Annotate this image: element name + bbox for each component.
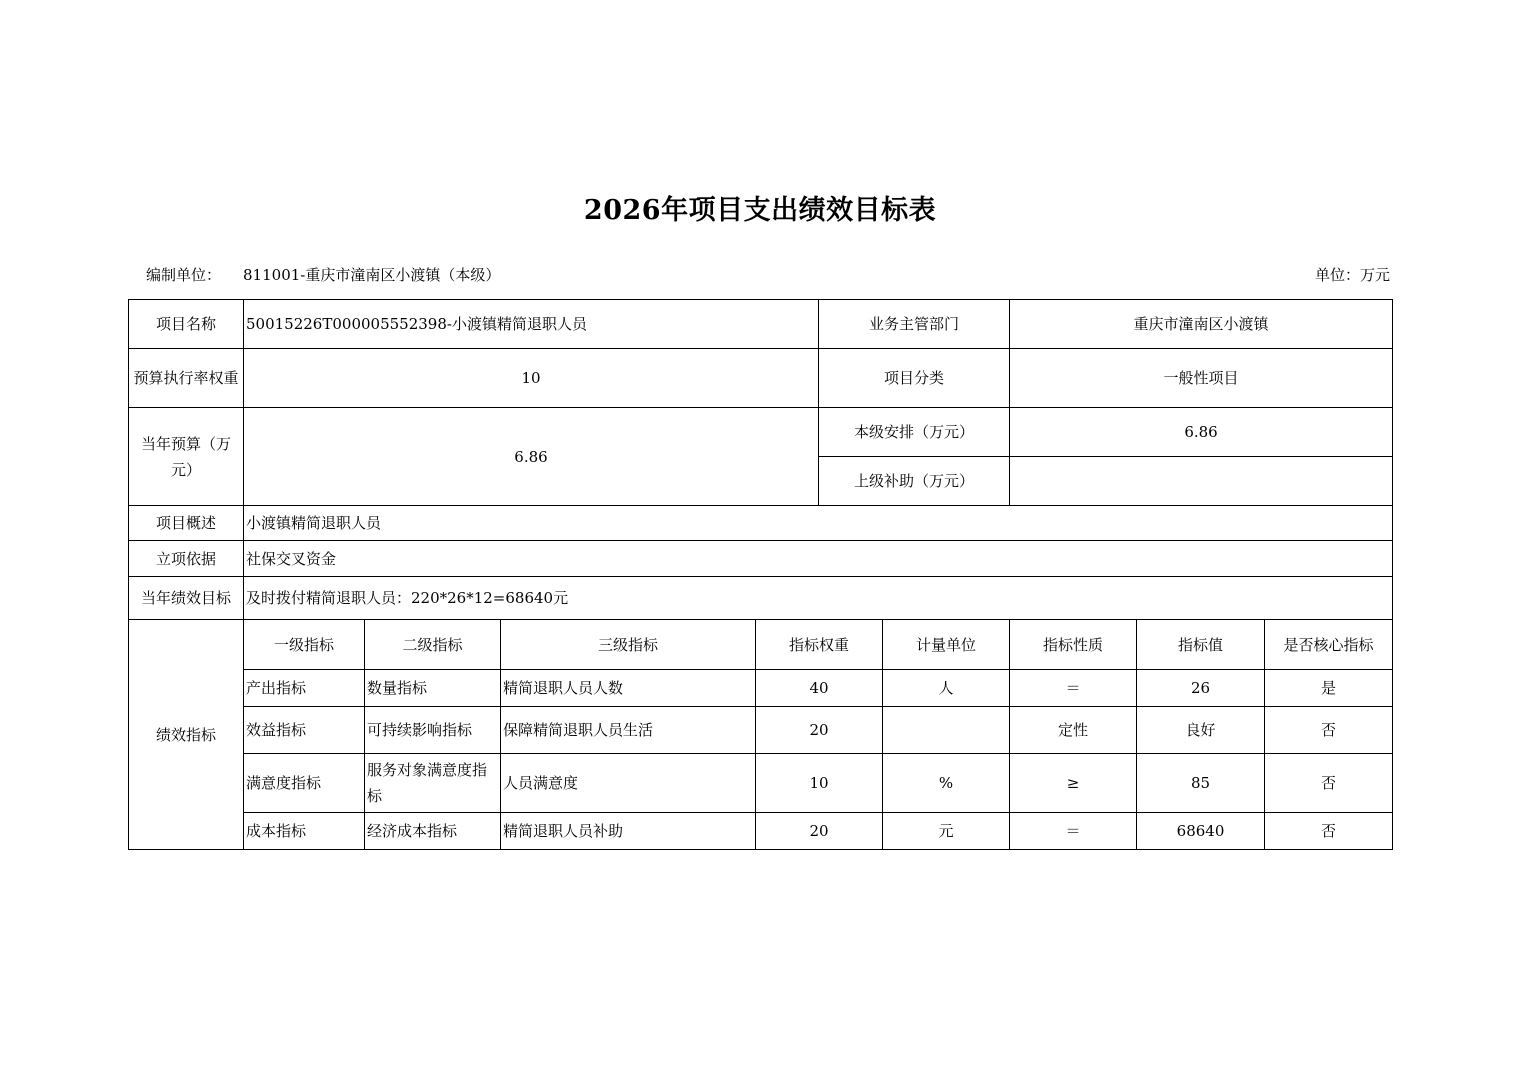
core-cell: 否 — [1265, 707, 1393, 754]
indicator-header: 二级指标 — [365, 620, 501, 670]
performance-table — [128, 299, 1393, 850]
page-title: 2026年项目支出绩效目标表 — [583, 195, 937, 226]
indicator-header: 指标值 — [1137, 620, 1265, 670]
nature-cell: ＝ — [1010, 670, 1137, 707]
indicator-header: 指标权重 — [756, 620, 883, 670]
nature-cell: ＝ — [1010, 813, 1137, 850]
level2-cell: 数量指标 — [365, 670, 501, 707]
upper-value — [1010, 457, 1393, 506]
weight-cell: 20 — [756, 707, 883, 754]
indicator-header: 指标性质 — [1010, 620, 1137, 670]
compiling-unit — [146, 264, 500, 285]
unit-cell — [883, 707, 1010, 754]
budget-label: 当年预算（万元） — [129, 408, 244, 506]
compiling-unit-value: 811001-重庆市潼南区小渡镇（本级） — [243, 266, 501, 284]
core-cell: 是 — [1265, 670, 1393, 707]
value-cell: 26 — [1137, 670, 1265, 707]
table-row — [129, 813, 1393, 850]
level1-cell: 满意度指标 — [244, 754, 365, 813]
dept-label: 业务主管部门 — [819, 300, 1010, 349]
indicators-label: 绩效指标 — [129, 620, 244, 850]
exec-weight-value: 10 — [244, 349, 819, 408]
unit-cell: % — [883, 754, 1010, 813]
weight-cell: 40 — [756, 670, 883, 707]
indicator-header: 计量单位 — [883, 620, 1010, 670]
unit-cell: 元 — [883, 813, 1010, 850]
core-cell: 否 — [1265, 754, 1393, 813]
category-label: 项目分类 — [819, 349, 1010, 408]
indicator-header: 是否核心指标 — [1265, 620, 1393, 670]
table-row — [129, 707, 1393, 754]
overview-label: 项目概述 — [129, 506, 244, 541]
table-row — [129, 670, 1393, 707]
level3-cell: 保障精简退职人员生活 — [501, 707, 756, 754]
category-value: 一般性项目 — [1010, 349, 1393, 408]
nature-cell: ≥ — [1010, 754, 1137, 813]
local-label: 本级安排（万元） — [819, 408, 1010, 457]
level1-cell: 效益指标 — [244, 707, 365, 754]
level3-cell: 精简退职人员人数 — [501, 670, 756, 707]
weight-cell: 10 — [756, 754, 883, 813]
goal-label: 当年绩效目标 — [129, 577, 244, 620]
upper-label: 上级补助（万元） — [819, 457, 1010, 506]
value-cell: 85 — [1137, 754, 1265, 813]
level2-cell: 服务对象满意度指标 — [365, 754, 501, 813]
level2-cell: 经济成本指标 — [365, 813, 501, 850]
exec-weight-label: 预算执行率权重 — [129, 349, 244, 408]
unit-cell: 人 — [883, 670, 1010, 707]
core-cell: 否 — [1265, 813, 1393, 850]
indicator-header: 三级指标 — [501, 620, 756, 670]
indicator-header: 一级指标 — [244, 620, 365, 670]
overview-value: 小渡镇精简退职人员 — [244, 506, 1393, 541]
level2-cell: 可持续影响指标 — [365, 707, 501, 754]
local-value: 6.86 — [1010, 408, 1393, 457]
project-name-value: 50015226T000005552398-小渡镇精简退职人员 — [244, 300, 819, 349]
level3-cell: 人员满意度 — [501, 754, 756, 813]
level1-cell: 成本指标 — [244, 813, 365, 850]
dept-value: 重庆市潼南区小渡镇 — [1010, 300, 1393, 349]
goal-value: 及时拨付精简退职人员：220*26*12=68640元 — [244, 577, 1393, 620]
value-cell: 68640 — [1137, 813, 1265, 850]
weight-cell: 20 — [756, 813, 883, 850]
nature-cell: 定性 — [1010, 707, 1137, 754]
table-row — [129, 754, 1393, 813]
basis-value: 社保交叉资金 — [244, 541, 1393, 577]
level1-cell: 产出指标 — [244, 670, 365, 707]
project-name-label: 项目名称 — [129, 300, 244, 349]
level3-cell: 精简退职人员补助 — [501, 813, 756, 850]
value-cell: 良好 — [1137, 707, 1265, 754]
compiling-unit-label: 编制单位： — [146, 266, 222, 284]
budget-value: 6.86 — [244, 408, 819, 506]
currency-unit: 单位：万元 — [1314, 266, 1390, 284]
basis-label: 立项依据 — [129, 541, 244, 577]
